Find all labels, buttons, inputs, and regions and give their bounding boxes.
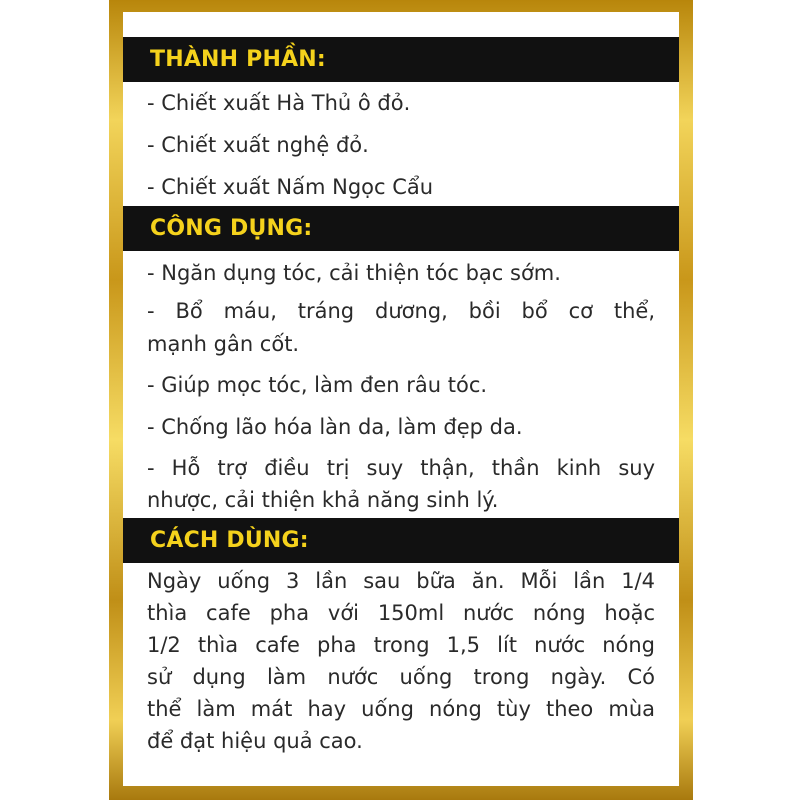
usage-line: để đạt hiệu quả cao. xyxy=(147,729,363,753)
use-line: - Bổ máu, tráng dương, bồi bổ cơ thể, xyxy=(147,299,655,323)
ingredients-header: THÀNH PHẦN: xyxy=(123,37,679,82)
usage-line: Ngày uống 3 lần sau bữa ăn. Mỗi lần 1/4 xyxy=(147,569,655,593)
use-line: - Ngăn dụng tóc, cải thiện tóc bạc sớm. xyxy=(147,261,561,285)
usage-line: 1/2 thìa cafe pha trong 1,5 lít nước nóng xyxy=(147,633,655,657)
usage-line: sử dụng làm nước uống trong ngày. Có xyxy=(147,665,655,689)
uses-header: CÔNG DỤNG: xyxy=(123,206,679,251)
usage-line: thìa cafe pha với 150ml nước nóng hoặc xyxy=(147,601,655,625)
use-line: mạnh gân cốt. xyxy=(147,332,300,356)
ingredient-line: - Chiết xuất Nấm Ngọc Cẩu xyxy=(147,175,434,199)
use-line: - Chống lão hóa làn da, làm đẹp da. xyxy=(147,415,523,439)
usage-header: CÁCH DÙNG: xyxy=(123,518,679,563)
usage-line: thể làm mát hay uống nóng tùy theo mùa xyxy=(147,697,655,721)
use-line: - Hỗ trợ điều trị suy thận, thần kinh suy xyxy=(147,456,655,480)
ingredient-line: - Chiết xuất Hà Thủ ô đỏ. xyxy=(147,91,411,115)
ingredient-line: - Chiết xuất nghệ đỏ. xyxy=(147,133,369,157)
use-line: nhược, cải thiện khả năng sinh lý. xyxy=(147,488,499,512)
use-line: - Giúp mọc tóc, làm đen râu tóc. xyxy=(147,373,488,397)
